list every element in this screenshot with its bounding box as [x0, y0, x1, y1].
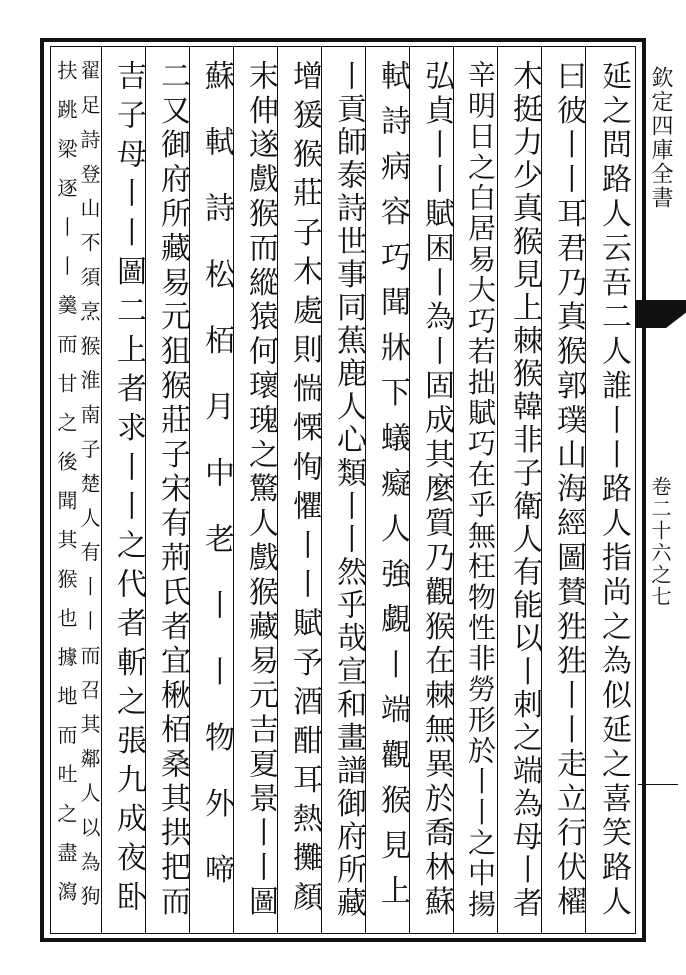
text-column-6: 軾詩病容巧聞牀下蟻癡人強覷丨端觀猴見上 [375, 60, 410, 920]
text-column-2: 曰彼丨丨耳君乃真猴郭璞山海經圖賛狌狌丨丨走立行伏櫂 [551, 60, 586, 920]
text-column-3: 木挺力少真猴見上棘猴韓非子衛人有能以丨刺之端為母丨者 [507, 60, 542, 920]
text-column-4: 辛明日之白居易大巧若拙賦巧在乎無枉物性非勞形於丨丨之中揚 [464, 60, 497, 920]
margin-column [638, 46, 678, 934]
text-column-1: 延之問路人云吾二人誰丨丨路人指尚之為似延之喜笑路人 [596, 60, 631, 920]
text-column-7: 丨貢師泰詩世事同蕉鹿人心類丨丨然乎哉宣和畫譜御府所藏 [331, 60, 366, 920]
text-column-14: 扶跳梁逐丨丨羹而甘之後聞其猴也據地而吐之盡瀉 [54, 60, 78, 920]
volume-label: 卷二十六之七 [648, 476, 672, 608]
text-column-11: 二又御府所藏易元狙猴莊子宋有荊氏者宜楸栢桑其拱把而 [155, 60, 190, 920]
text-column-5: 弘貞丨丨賦困丨為丨固成其麼質乃觀猴在棘無異於喬林蘇 [419, 60, 454, 920]
margin-divider [638, 784, 678, 785]
fishtail-mark [636, 300, 686, 328]
column-rule [101, 46, 102, 934]
text-column-8: 增猨猴莊子木處則惴慄恂懼丨丨賦予酒酣耳熱攤顏 [287, 60, 322, 920]
text-column-10: 蘇軾詩松栢月中老丨丨物外啼 [199, 60, 234, 920]
text-column-13: 翟足詩登山不須烹猴淮南子楚人有丨丨而召其鄰人以為狗 [77, 60, 101, 920]
book-title: 欽定四庫全書 [648, 66, 673, 210]
text-column-9: 末伸遂戲猴而縱猿何瓌瑰之驚人戲猴藏易元吉夏景丨丨圖 [243, 60, 278, 920]
text-column-12: 吉子母丨丨圖二上者求丨丨之代者斬之張九成夜卧 [111, 60, 146, 920]
